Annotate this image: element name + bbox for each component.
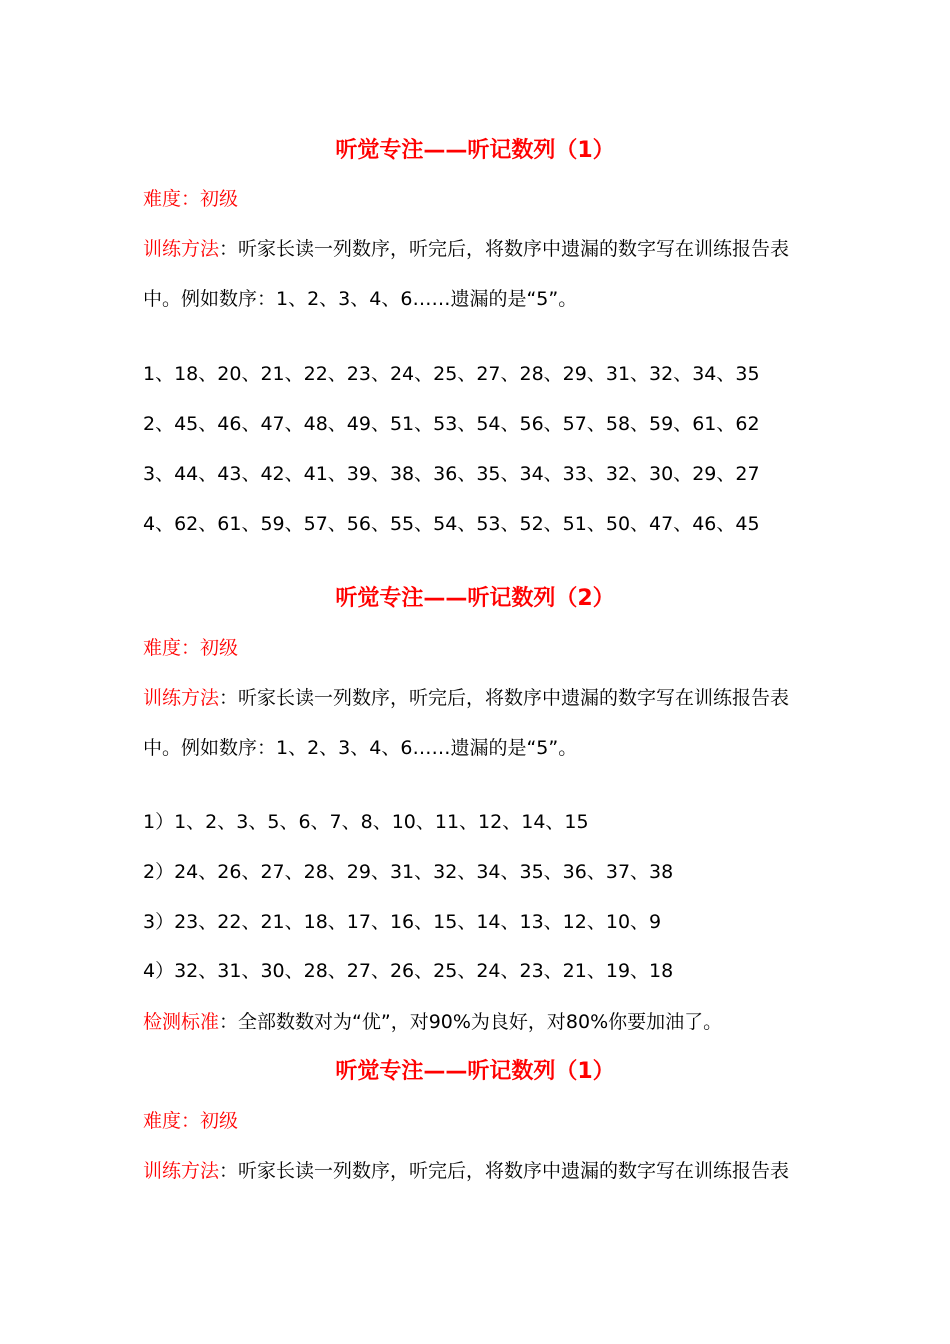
section-2-method-line-2: 中。例如数序：1、2、3、4、6……遗漏的是“5”。: [143, 737, 578, 759]
section-3-method-label: 训练方法: [143, 1160, 220, 1182]
section-1-title: 听觉专注——听记数列（1）: [335, 138, 615, 163]
section-1-method-line-1: [143, 236, 843, 262]
section-2-difficulty: 难度：初级: [143, 637, 239, 659]
section-1-method-label: 训练方法: [143, 238, 220, 260]
section-2-method-line-1: [143, 685, 843, 711]
section-1-row-1: 1、18、20、21、22、23、24、25、27、28、29、31、32、34、35: [143, 363, 760, 385]
section-1-row-3: 3、44、43、42、41、39、38、36、35、34、33、32、30、29、27: [143, 463, 760, 485]
section-2-row-1: 1）1、2、3、5、6、7、8、10、11、12、14、15: [143, 811, 589, 833]
section-2-method-label: 训练方法: [143, 687, 220, 709]
section-3-method-text-1: ：听家长读一列数序，听完后，将数序中遗漏的数字写在训练报告表: [219, 1160, 790, 1182]
section-2-row-4: 4）32、31、30、28、27、26、25、24、23、21、19、18: [143, 960, 674, 982]
section-1-method-line-2: 中。例如数序：1、2、3、4、6……遗漏的是“5”。: [143, 288, 578, 310]
section-1-method-text-1: ：听家长读一列数序，听完后，将数序中遗漏的数字写在训练报告表: [219, 238, 790, 260]
section-2-row-2: 2）24、26、27、28、29、31、32、34、35、36、37、38: [143, 861, 674, 883]
section-2-standard-label: 检测标准: [143, 1011, 220, 1033]
section-2-standard: [143, 1009, 843, 1035]
section-2-row-3: 3）23、22、21、18、17、16、15、14、13、12、10、9: [143, 911, 662, 933]
section-3-method-line-1: [143, 1158, 843, 1184]
section-1-difficulty: 难度：初级: [143, 188, 239, 210]
section-1-row-4: 4、62、61、59、57、56、55、54、53、52、51、50、47、46、45: [143, 513, 760, 535]
section-3-difficulty: 难度：初级: [143, 1110, 239, 1132]
section-3-title: 听觉专注——听记数列（1）: [335, 1059, 615, 1084]
section-2-standard-text: ：全部数数对为“优”，对90%为良好，对80%你要加油了。: [219, 1011, 723, 1033]
section-1-row-2: 2、45、46、47、48、49、51、53、54、56、57、58、59、61、62: [143, 413, 760, 435]
section-2-title: 听觉专注——听记数列（2）: [335, 586, 615, 611]
section-2-method-text-1: ：听家长读一列数序，听完后，将数序中遗漏的数字写在训练报告表: [219, 687, 790, 709]
